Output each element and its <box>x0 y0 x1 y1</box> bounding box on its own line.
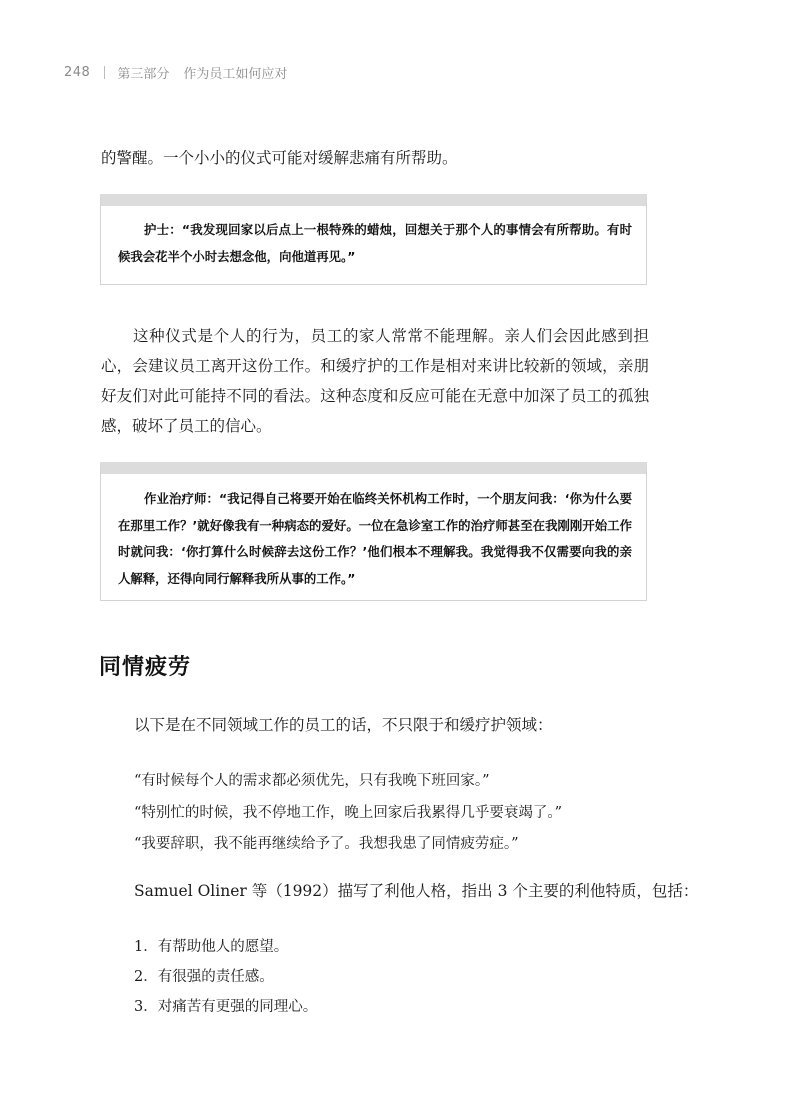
trait-item-2: 2．有很强的责任感。 <box>134 969 274 985</box>
paragraph-ritual: 这种仪式是个人的行为，员工的家人常常不能理解。亲人们会因此感到担心，会建议员工离开这份工作。和缓疗护的工作是相对来讲比较新的领域，亲朋好友们对此可能持不同的看法。这种态度和反应可能在无意中加深了员工的孤独感，破坏了员工的信心。 <box>101 327 649 435</box>
section-title: 同情疲劳 <box>99 655 192 680</box>
chapter-title: 作为员工如何应对 <box>183 66 288 82</box>
worker-quote-2: “特别忙的时候，我不停地工作，晚上回家后我累得几乎要衰竭了。” <box>134 805 563 821</box>
quote-box-nurse <box>100 194 647 285</box>
quote-nurse-text: 护士：“我发现回家以后点上一根特殊的蜡烛，回想关于那个人的事情会有所帮助。有时候我会花半个小时去想念他，向他道再见。” <box>118 222 632 264</box>
quote-therapist-text: 作业治疗师：“我记得自己将要开始在临终关怀机构工作时，一个朋友问我：‘你为什么要在那里工作？’就好像我有一种病态的爱好。一位在急诊室工作的治疗师甚至在我刚刚开始工作时就问我：‘你打算什么时候辞去这份工作？’他们根本不理解我。我觉得我不仅需要向我的亲人解释，还得向同行解释我所从事的工作。” <box>118 491 632 586</box>
quote-box-therapist <box>100 462 647 601</box>
page-number: 248 <box>64 64 91 80</box>
trait-item-1: 1．有帮助他人的愿望。 <box>134 939 289 955</box>
worker-quote-3: “我要辞职，我不能再继续给予了。我想我患了同情疲劳症。” <box>134 836 519 852</box>
part-label: 第三部分 <box>117 66 170 82</box>
section-intro: 以下是在不同领域工作的员工的话，不只限于和缓疗护领域： <box>134 716 553 734</box>
worker-quote-1: “有时候每个人的需求都必须优先，只有我晚下班回家。” <box>134 773 490 789</box>
oliner-paragraph: Samuel Oliner 等（1992）描写了利他人格，指出 3 个主要的利他特质，包括： <box>134 882 699 900</box>
paragraph-continuation: 的警醒。一个小小的仪式可能对缓解悲痛有所帮助。 <box>101 149 458 167</box>
running-header <box>64 60 287 84</box>
trait-item-3: 3．对痛苦有更强的同理心。 <box>134 999 318 1015</box>
header-divider <box>104 66 105 79</box>
